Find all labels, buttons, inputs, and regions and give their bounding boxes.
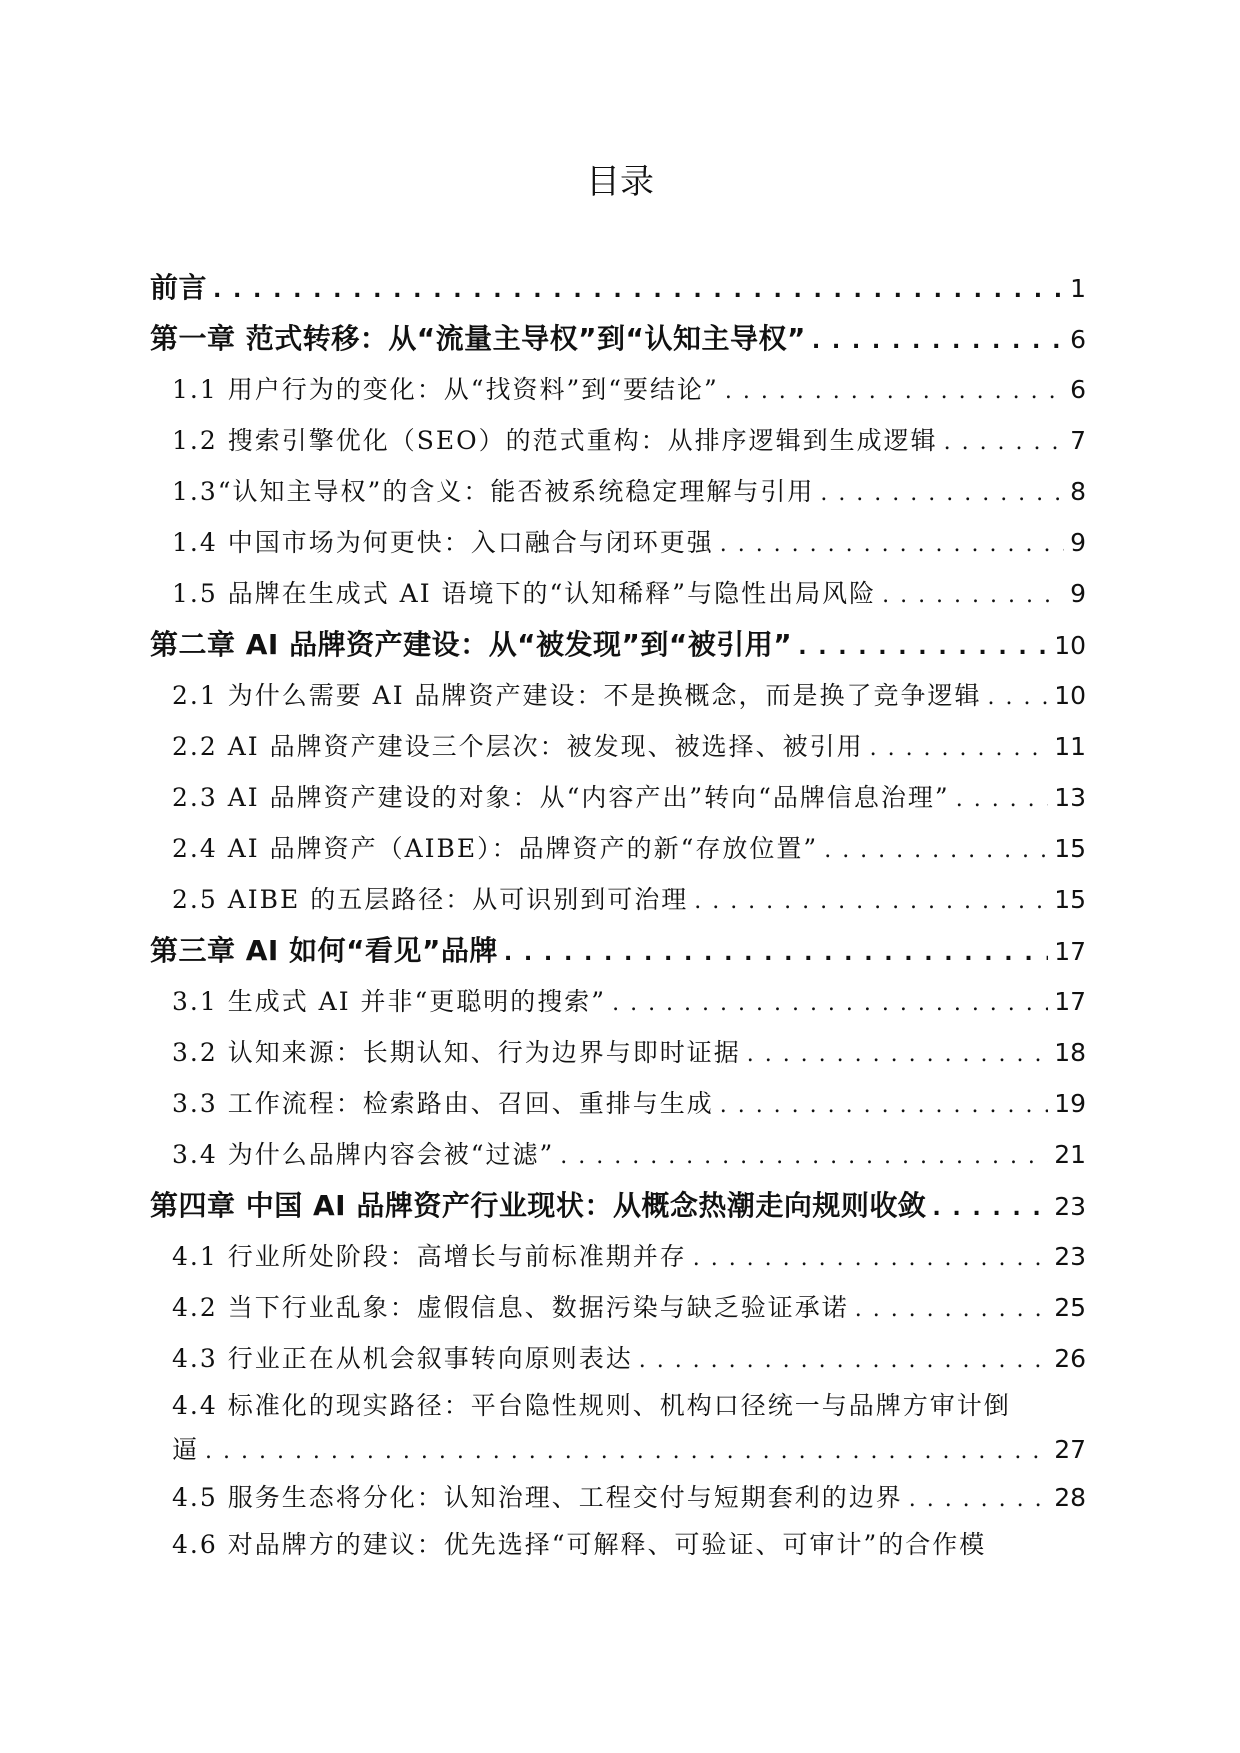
- toc-entry-page: 21: [1054, 1140, 1086, 1169]
- toc-entry-1-1[interactable]: [150, 364, 1086, 415]
- toc-entry-page: 17: [1054, 987, 1086, 1016]
- toc-entry-page: 17: [1054, 937, 1086, 966]
- toc-entry-3-2[interactable]: [150, 1027, 1086, 1078]
- toc-entry-page: 7: [1070, 426, 1086, 455]
- toc-entry-2-5[interactable]: [150, 874, 1086, 925]
- toc-entry-label: 3.1 生成式 AI 并非“更聪明的搜索”: [172, 987, 607, 1016]
- toc-entry-2-2[interactable]: [150, 721, 1086, 772]
- toc-entry-page: 6: [1070, 375, 1086, 404]
- toc-entry-label: 1.3“认知主导权”的含义：能否被系统稳定理解与引用: [172, 477, 815, 506]
- toc-entry-label: 第一章 范式转移：从“流量主导权”到“认知主导权”: [150, 322, 806, 355]
- toc-entry-label: 2.4 AI 品牌资产（AIBE）：品牌资产的新“存放位置”: [172, 834, 819, 863]
- page-title: 目录: [586, 162, 654, 202]
- dot-leader: [855, 1284, 1048, 1335]
- dot-leader: [639, 1335, 1048, 1386]
- toc-entry-page: 1: [1070, 274, 1086, 303]
- toc-entry-label: 2.2 AI 品牌资产建设三个层次：被发现、被选择、被引用: [172, 732, 864, 761]
- toc-entry-4-4-continued[interactable]: [150, 1428, 1086, 1472]
- dot-leader: [932, 1183, 1048, 1234]
- toc-entry-label: 3.3 工作流程：检索路由、召回、重排与生成: [172, 1089, 714, 1118]
- toc-entry-page: 23: [1054, 1192, 1086, 1221]
- toc-entry-label: 4.4 标准化的现实路径：平台隐性规则、机构口径统一与品牌方审计倒: [172, 1391, 1011, 1420]
- toc-entry-chapter-2[interactable]: [150, 619, 1086, 670]
- table-of-contents: [150, 262, 1086, 1567]
- dot-leader: [944, 417, 1065, 468]
- dot-leader: [988, 672, 1049, 723]
- toc-entry-label: 2.1 为什么需要 AI 品牌资产建设：不是换概念，而是换了竞争逻辑: [172, 681, 982, 710]
- dot-leader: [725, 366, 1064, 417]
- toc-entry-page: 28: [1054, 1483, 1086, 1512]
- toc-entry-label: 1.5 品牌在生成式 AI 语境下的“认知稀释”与隐性出局风险: [172, 579, 877, 608]
- toc-entry-page: 8: [1070, 477, 1086, 506]
- toc-entry-4-5[interactable]: [150, 1472, 1086, 1523]
- toc-entry-4-1[interactable]: [150, 1231, 1086, 1282]
- toc-entry-label: 2.5 AIBE 的五层路径：从可识别到可治理: [172, 885, 689, 914]
- dot-leader: [560, 1131, 1048, 1182]
- dot-leader: [882, 570, 1064, 621]
- toc-entry-page: 13: [1054, 783, 1086, 812]
- toc-entry-chapter-1[interactable]: [150, 313, 1086, 364]
- toc-entry-page: 18: [1054, 1038, 1086, 1067]
- toc-entry-2-4[interactable]: [150, 823, 1086, 874]
- toc-entry-label: 4.1 行业所处阶段：高增长与前标准期并存: [172, 1242, 687, 1271]
- toc-entry-label: 第二章 AI 品牌资产建设：从“被发现”到“被引用”: [150, 628, 793, 661]
- toc-entry-label: 1.2 搜索引擎优化（SEO）的范式重构：从排序逻辑到生成逻辑: [172, 426, 938, 455]
- toc-entry-label: 4.3 行业正在从机会叙事转向原则表达: [172, 1344, 633, 1373]
- toc-entry-4-6[interactable]: [150, 1523, 1086, 1567]
- dot-leader: [798, 622, 1048, 673]
- toc-entry-label: 4.5 服务生态将分化：认知治理、工程交付与短期套利的边界: [172, 1483, 903, 1512]
- dot-leader: [747, 1029, 1048, 1080]
- dot-leader: [824, 825, 1048, 876]
- toc-entry-page: 10: [1054, 631, 1086, 660]
- toc-entry-page: 6: [1070, 325, 1086, 354]
- dot-leader: [213, 265, 1064, 316]
- toc-entry-4-3[interactable]: [150, 1333, 1086, 1384]
- toc-entry-page: 19: [1054, 1089, 1086, 1118]
- toc-entry-preface[interactable]: [150, 262, 1086, 313]
- toc-entry-page: 11: [1054, 732, 1086, 761]
- toc-entry-label: 4.6 对品牌方的建议：优先选择“可解释、可验证、可审计”的合作模: [172, 1530, 987, 1559]
- dot-leader: [720, 519, 1064, 570]
- toc-entry-1-5[interactable]: [150, 568, 1086, 619]
- toc-entry-label-continued: 逼: [172, 1435, 200, 1464]
- toc-entry-3-1[interactable]: [150, 976, 1086, 1027]
- toc-entry-label: 前言: [150, 271, 208, 304]
- toc-entry-2-3[interactable]: [150, 772, 1086, 823]
- toc-entry-3-3[interactable]: [150, 1078, 1086, 1129]
- toc-entry-label: 第三章 AI 如何“看见”品牌: [150, 934, 498, 967]
- toc-entry-page: 26: [1054, 1344, 1086, 1373]
- toc-entry-page: 9: [1070, 579, 1086, 608]
- toc-entry-label: 1.1 用户行为的变化：从“找资料”到“要结论”: [172, 375, 719, 404]
- toc-entry-3-4[interactable]: [150, 1129, 1086, 1180]
- dot-leader: [820, 468, 1064, 519]
- toc-entry-label: 1.4 中国市场为何更快：入口融合与闭环更强: [172, 528, 714, 557]
- dot-leader: [870, 723, 1049, 774]
- toc-entry-label: 3.2 认知来源：长期认知、行为边界与即时证据: [172, 1038, 741, 1067]
- dot-leader: [720, 1080, 1048, 1131]
- toc-entry-page: 15: [1054, 834, 1086, 863]
- dot-leader: [693, 1233, 1048, 1284]
- toc-entry-label: 第四章 中国 AI 品牌资产行业现状：从概念热潮走向规则收敛: [150, 1189, 927, 1222]
- toc-entry-2-1[interactable]: [150, 670, 1086, 721]
- toc-entry-page: 23: [1054, 1242, 1086, 1271]
- toc-entry-page: 15: [1054, 885, 1086, 914]
- dot-leader: [909, 1474, 1048, 1525]
- toc-entry-4-2[interactable]: [150, 1282, 1086, 1333]
- dot-leader: [956, 774, 1048, 825]
- toc-entry-1-4[interactable]: [150, 517, 1086, 568]
- dot-leader: [694, 876, 1048, 927]
- toc-entry-page: 9: [1070, 528, 1086, 557]
- dot-leader: [205, 1430, 1048, 1474]
- dot-leader: [504, 928, 1048, 979]
- toc-entry-4-4[interactable]: [150, 1384, 1086, 1428]
- toc-entry-page: 25: [1054, 1293, 1086, 1322]
- toc-entry-label: 4.2 当下行业乱象：虚假信息、数据污染与缺乏验证承诺: [172, 1293, 849, 1322]
- toc-entry-1-2[interactable]: [150, 415, 1086, 466]
- toc-entry-page: 27: [1054, 1435, 1086, 1464]
- dot-leader: [812, 316, 1064, 367]
- dot-leader: [612, 978, 1048, 1029]
- toc-entry-page: 10: [1054, 681, 1086, 710]
- toc-entry-label: 2.3 AI 品牌资产建设的对象：从“内容产出”转向“品牌信息治理”: [172, 783, 950, 812]
- toc-entry-1-3[interactable]: [150, 466, 1086, 517]
- toc-entry-chapter-3[interactable]: [150, 925, 1086, 976]
- toc-entry-label: 3.4 为什么品牌内容会被“过滤”: [172, 1140, 555, 1169]
- toc-entry-chapter-4[interactable]: [150, 1180, 1086, 1231]
